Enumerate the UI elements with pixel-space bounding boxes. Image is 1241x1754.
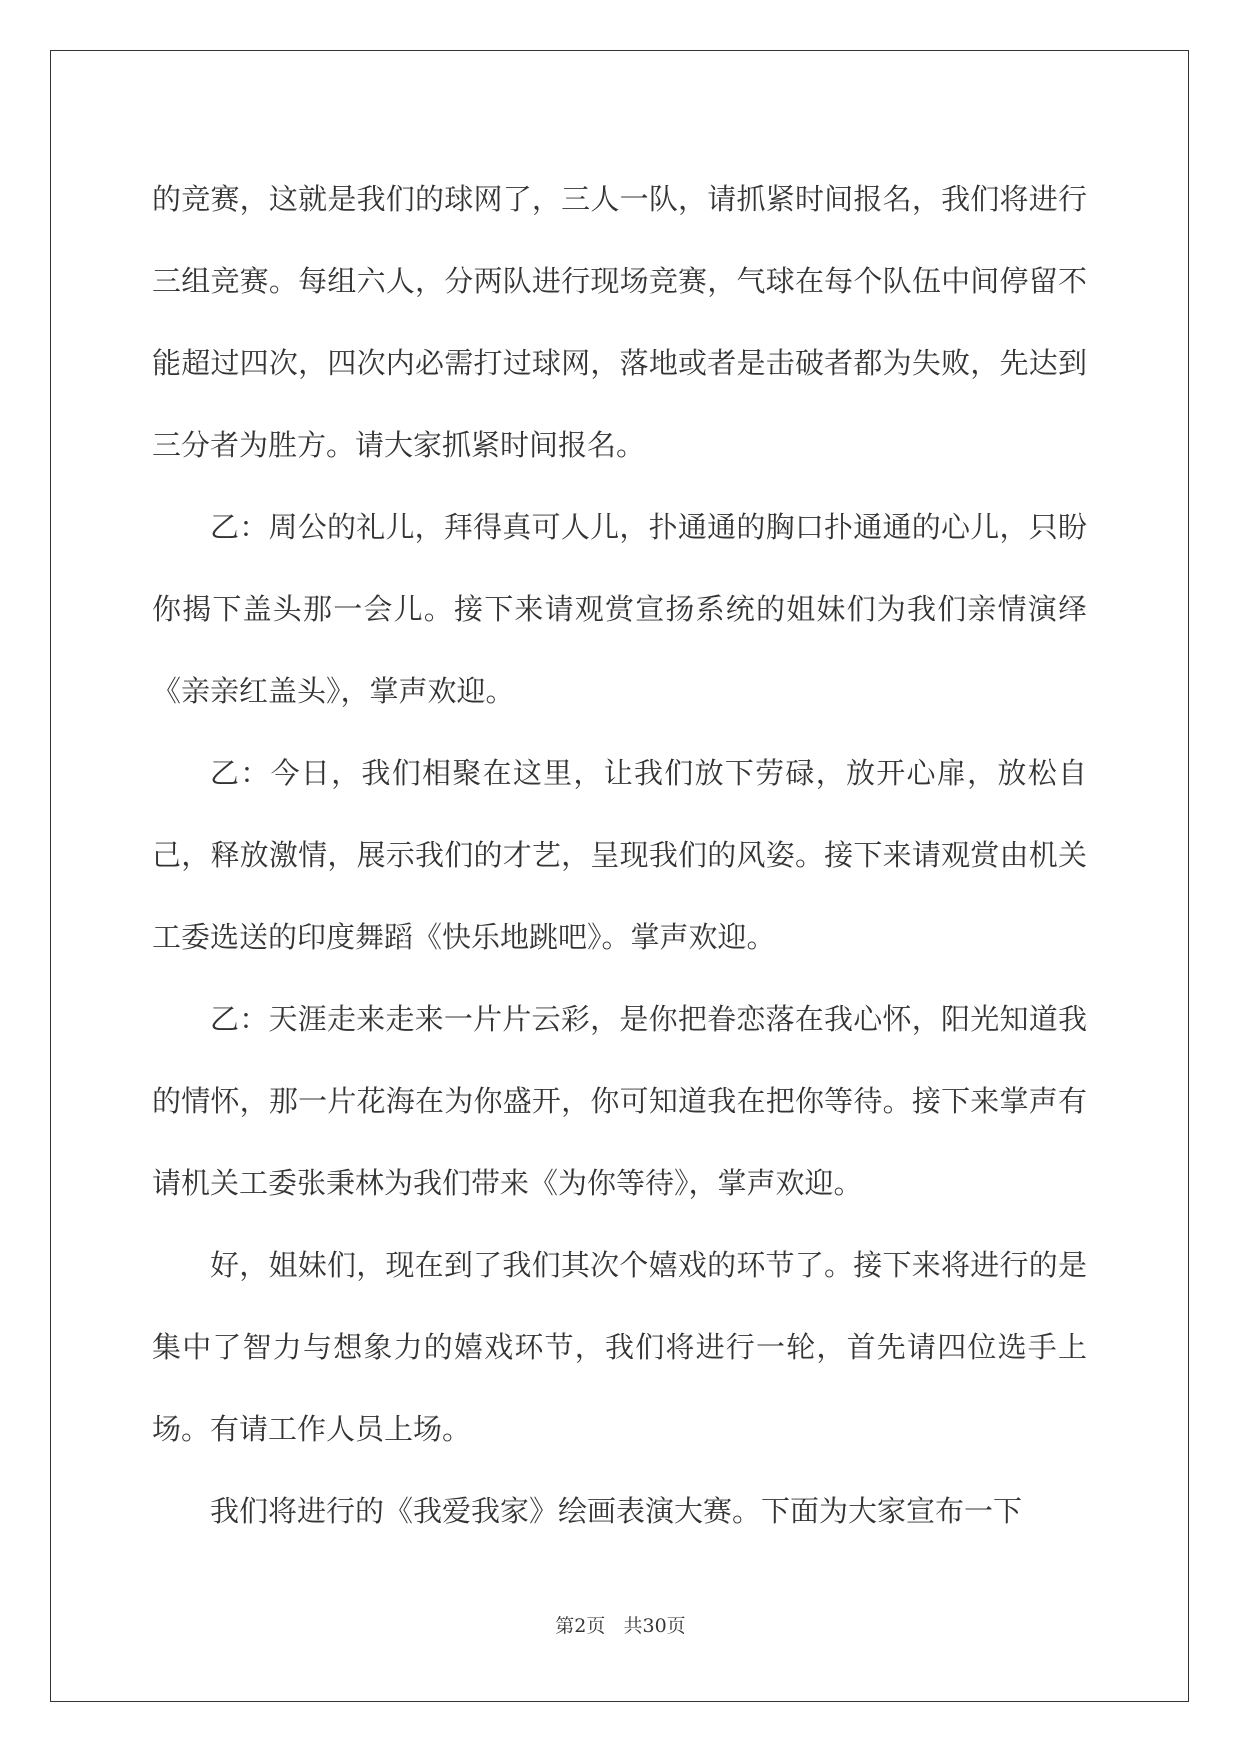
paragraph-4: 乙：天涯走来走来一片片云彩，是你把眷恋落在我心怀，阳光知道我的情怀，那一片花海在为你盛开，你可知道我在把你等待。接下来掌声有请机关工委张秉林为我们带来《为你等待》，掌声欢迎。 [152,1002,1087,1200]
paragraph-2: 乙：周公的礼儿，拜得真可人儿，扑通通的胸口扑通通的心儿，只盼你揭下盖头那一会儿。接下来请观赏宣扬系统的姐妹们为我们亲情演绎《亲亲红盖头》，掌声欢迎。 [152,510,1087,708]
paragraph-1: 的竞赛，这就是我们的球网了，三人一队，请抓紧时间报名，我们将进行三组竞赛。每组六人，分两队进行现场竞赛，气球在每个队伍中间停留不能超过四次，四次内必需打过球网，落地或者是击破者都为失败，先达到三分者为胜方。请大家抓紧时间报名。 [152,182,1087,462]
paragraph-5: 好，姐妹们，现在到了我们其次个嬉戏的环节了。接下来将进行的是集中了智力与想象力的嬉戏环节，我们将进行一轮，首先请四位选手上场。有请工作人员上场。 [152,1248,1087,1446]
paragraph-3: 乙：今日，我们相聚在这里，让我们放下劳碌，放开心扉，放松自己，释放激情，展示我们的才艺，呈现我们的风姿。接下来请观赏由机关工委选送的印度舞蹈《快乐地跳吧》。掌声欢迎。 [152,756,1087,954]
document-body [152,158,1087,1552]
page-number: 第2页 共30页 [555,1615,686,1637]
paragraph-6: 我们将进行的《我爱我家》绘画表演大赛。下面为大家宣布一下 [210,1494,1023,1528]
